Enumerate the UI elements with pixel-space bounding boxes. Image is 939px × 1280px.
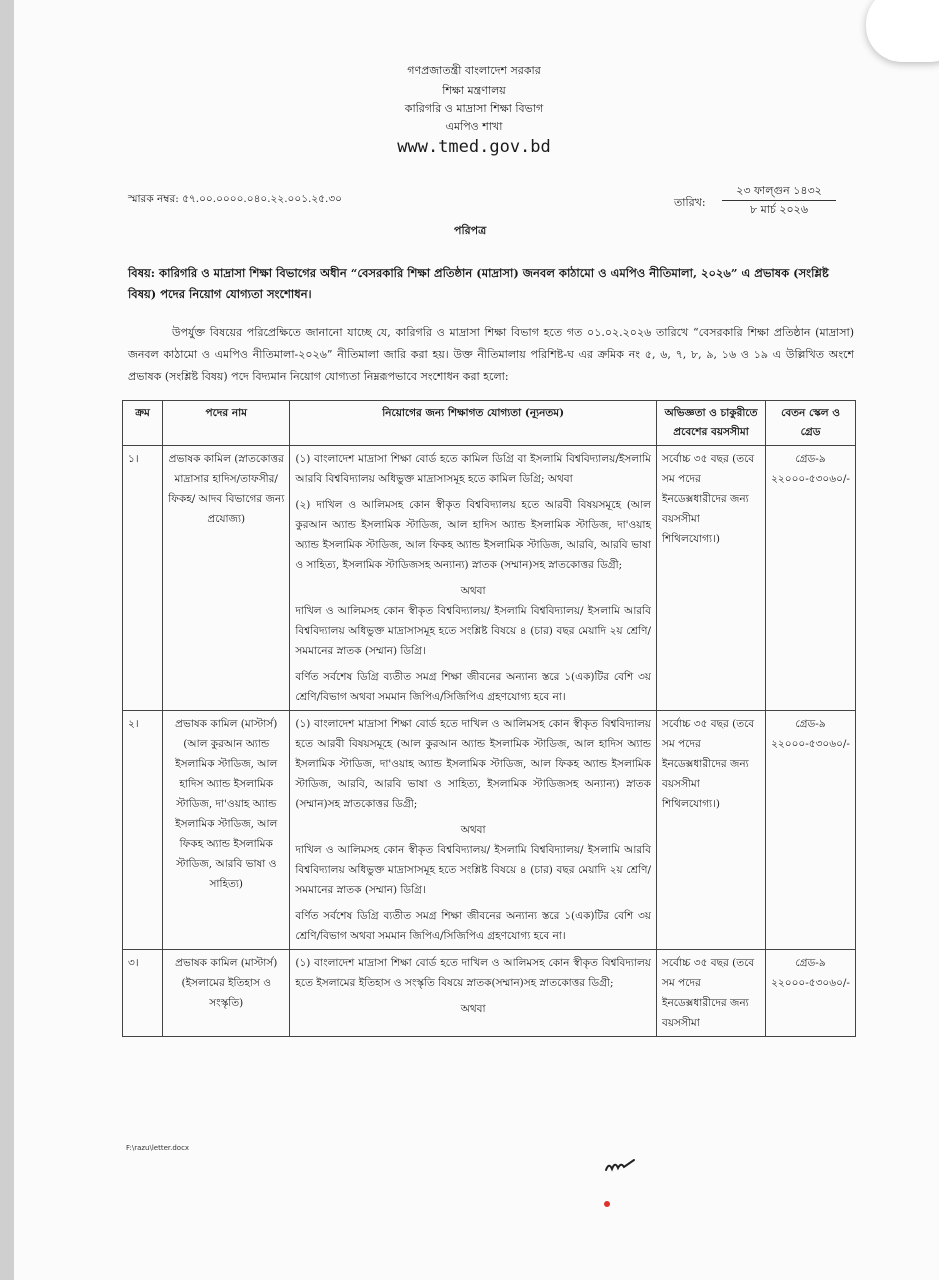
- row-pay: গ্রেড-৯ ২২০০০-৫৩০৬০/-: [766, 950, 856, 1037]
- row-experience: সর্বোচ্চ ৩৫ বছর (তবে সম পদের ইনডেক্সধারীদের জন্য বয়সসীমা শিথিলযোগ্য।): [657, 446, 766, 711]
- row-pay: গ্রেড-৯ ২২০০০-৫৩০৬০/-: [766, 446, 856, 711]
- row-qualification: [290, 711, 657, 950]
- header-ministry: শিক্ষা মন্ত্রণালয়: [442, 84, 506, 97]
- or-separator: অথবা: [460, 1003, 486, 1015]
- left-gutter: [0, 0, 14, 1280]
- header-website: www.tmed.gov.bd: [397, 137, 551, 157]
- circular-title: পরিপত্র: [454, 224, 487, 237]
- header-branch: এমপিও শাখা: [445, 120, 503, 133]
- row-post: প্রভাষক কামিল (মাস্টার্স) (আল কুরআন অ্যান্ড ইসলামিক স্টাডিজ, আল হাদিস অ্যান্ড ইসলামিক স্টাডিজ, দা'ওয়াহ অ্যান্ড ইসলামিক স্টাডিজ, আল ফিকহ অ্যান্ড ইসলামিক স্টাডিজ, আরবি ভাষা ও সাহিত্য): [163, 711, 290, 950]
- header-pay: বেতন স্কেল ও গ্রেড: [766, 401, 856, 446]
- header-qualification: নিয়োগের জন্য শিক্ষাগত যোগ্যতা (ন্যূনতম): [290, 401, 657, 446]
- subject-line: বিষয়: কারিগরি ও মাদ্রাসা শিক্ষা বিভাগের অধীন “বেসরকারি শিক্ষা প্রতিষ্ঠান (মাদ্রাসা) জনবল কাঠামো ও এমপিও নীতিমালা, ২০২৬” এ প্রভাষক (সংশ্লিষ্ট বিষয়) পদের নিয়োগ যোগ্যতা সংশোধন।: [128, 266, 829, 301]
- table-row: [123, 711, 856, 950]
- document-page: [14, 0, 939, 1280]
- or-separator: অথবা: [460, 585, 486, 597]
- row-post: প্রভাষক কামিল (মাস্টার্স) (ইসলামের ইতিহাস ও সংস্কৃতি): [163, 950, 290, 1037]
- qualification-clause: দাখিল ও আলিমসহ কোন স্বীকৃত বিশ্ববিদ্যালয়/ ইসলামি বিশ্ববিদ্যালয়/ ইসলামি আরবি বিশ্ববিদ্যালয় অধিভুক্ত মাদ্রাসাসমূহ হতে সংশ্লিষ্ট বিষয়ে ৪ (চার) বছর মেয়াদি ২য় শ্রেণি/সমমানের স্নাতক (সম্মান) ডিগ্রি।: [295, 605, 651, 657]
- row-qualification: [290, 446, 657, 711]
- qualification-clause: (১) বাংলাদেশ মাদ্রাসা শিক্ষা বোর্ড হতে কামিল ডিগ্রি বা ইসলামি বিশ্ববিদ্যালয়/ইসলামি আরবি বিশ্ববিদ্যালয় অধিভুক্ত মাদ্রাসাসমূহ হতে কামিল ডিগ্রি; অথবা: [295, 453, 651, 485]
- scroll-nav-button[interactable]: [866, 0, 939, 62]
- qualification-clause: (১) বাংলাদেশ মাদ্রাসা শিক্ষা বোর্ড হতে দাখিল ও আলিমসহ কোন স্বীকৃত বিশ্ববিদ্যালয় হতে ইসলামের ইতিহাস ও সংস্কৃতি বিষয়ে স্নাতক(সম্মান)সহ স্নাতকোত্তর ডিগ্রী;: [295, 957, 651, 989]
- row-qualification: [290, 950, 657, 1037]
- table-header-row: [123, 401, 856, 446]
- qualification-table: [122, 400, 856, 1037]
- header-division: কারিগরি ও মাদ্রাসা শিক্ষা বিভাগ: [404, 102, 544, 115]
- row-pay: গ্রেড-৯ ২২০০০-৫৩০৬০/-: [766, 711, 856, 950]
- row-experience: সর্বোচ্চ ৩৫ বছর (তবে সম পদের ইনডেক্সধারীদের জন্য বয়সসীমা শিথিলযোগ্য।): [657, 711, 766, 950]
- row-sl: ৩।: [123, 950, 163, 1037]
- or-separator: অথবা: [460, 824, 486, 836]
- row-sl: ২।: [123, 711, 163, 950]
- qualification-clause: (১) বাংলাদেশ মাদ্রাসা শিক্ষা বোর্ড হতে দাখিল ও আলিমসহ কোন স্বীকৃত বিশ্ববিদ্যালয় হতে আরবী বিষয়সমূহে (আল কুরআন অ্যান্ড ইসলামিক স্টাডিজ, আল হাদিস অ্যান্ড ইসলামিক স্টাডিজ, দা'ওয়াহ অ্যান্ড ইসলামিক স্টাডিজ, আল ফিকহ অ্যান্ড ইসলামিক স্টাডিজ, আরবি, আরবি ভাষা ও সাহিত্য, ইসলামিক স্টাডিজসহ অন্যান্য) স্নাতক (সম্মান)সহ স্নাতকোত্তর ডিগ্রী;: [295, 718, 651, 810]
- date-label: তারিখ:: [674, 196, 706, 209]
- header-experience: অভিজ্ঞতা ও চাকুরীতে প্রবেশের বয়সসীমা: [657, 401, 766, 446]
- row-experience: সর্বোচ্চ ৩৫ বছর (তবে সম পদের ইনডেক্সধারীদের জন্য বয়সসীমা: [657, 950, 766, 1037]
- table-row: [123, 950, 856, 1037]
- qualification-clause: দাখিল ও আলিমসহ কোন স্বীকৃত বিশ্ববিদ্যালয়/ ইসলামি বিশ্ববিদ্যালয়/ ইসলামি আরবি বিশ্ববিদ্যালয় অধিভুক্ত মাদ্রাসাসমূহ হতে সংশ্লিষ্ট বিষয়ে ৪ (চার) বছর মেয়াদি ২য় শ্রেণি/সমমানের স্নাতক (সম্মান) ডিগ্রি।: [295, 844, 651, 896]
- row-sl: ১।: [123, 446, 163, 711]
- red-dot: [604, 1201, 610, 1207]
- header-sl: ক্রম: [123, 401, 163, 446]
- body-paragraph: উপর্যুক্ত বিষয়ের পরিপ্রেক্ষিতে জানানো যাচ্ছে যে, কারিগরি ও মাদ্রাসা শিক্ষা বিভাগ হতে গত ০১.০২.২০২৬ তারিখে “বেসরকারি শিক্ষা প্রতিষ্ঠান (মাদ্রাসা) জনবল কাঠামো ও এমপিও নীতিমালা-২০২৬” নীতিমালা জারি করা হয়। উক্ত নীতিমালায় পরিশিষ্ট-ঘ এর ক্রমিক নং ৫, ৬, ৭, ৮, ৯, ১৬ ও ১৯ এ উল্লিখিত অংশে প্রভাষক (সংশ্লিষ্ট বিষয়) পদে বিদ্যমান নিয়োগ যোগ্যতা নিম্নরূপভাবে সংশোধন করা হলো:: [128, 326, 854, 383]
- signature-mark: [604, 1156, 638, 1176]
- row-post: প্রভাষক কামিল (স্নাতকোত্তর মাদ্রাসার হাদিস/তাফসীর/ফিকহ/ আদব বিভাগের জন্য প্রযোজ্য): [163, 446, 290, 711]
- file-path: F:\razu\letter.docx: [126, 1144, 190, 1152]
- qualification-clause: (২) দাখিল ও আলিমসহ কোন স্বীকৃত বিশ্ববিদ্যালয় হতে আরবী বিষয়সমূহে (আল কুরআন অ্যান্ড ইসলামিক স্টাডিজ, আল হাদিস অ্যান্ড ইসলামিক স্টাডিজ, দা'ওয়াহ অ্যান্ড ইসলামিক স্টাডিজ, আল ফিকহ অ্যান্ড ইসলামিক স্টাডিজ, আরবি, আরবি ভাষা ও সাহিত্য, ইসলামিক স্টাডিজসহ অন্যান্য) স্নাতক (সম্মান)সহ স্নাতকোত্তর ডিগ্রী;: [295, 499, 651, 571]
- qualification-clause: বর্ণিত সর্বশেষ ডিগ্রি ব্যতীত সমগ্র শিক্ষা জীবনের অন্যান্য স্তরে ১(এক)টির বেশি ৩য় শ্রেণি/বিভাগ অথবা সমমান জিপিএ/সিজিপিএ গ্রহণযোগ্য হবে না।: [295, 671, 651, 703]
- date-bangla: ২৩ ফাল্গুন ১৪৩২: [722, 182, 836, 201]
- date-english: ৮ মার্চ ২০২৬: [750, 203, 808, 216]
- memo-number: স্মারক নম্বর: ৫৭.০০.০০০০.০৪০.২২.০০১.২৫.৩০: [128, 193, 342, 205]
- header-government: গণপ্রজাতন্ত্রী বাংলাদেশ সরকার: [407, 64, 541, 77]
- header-post: পদের নাম: [163, 401, 290, 446]
- table-row: [123, 446, 856, 711]
- qualification-clause: বর্ণিত সর্বশেষ ডিগ্রি ব্যতীত সমগ্র শিক্ষা জীবনের অন্যান্য স্তরে ১(এক)টির বেশি ৩য় শ্রেণি/বিভাগ অথবা সমমান জিপিএ/সিজিপিএ গ্রহণযোগ্য হবে না।: [295, 910, 651, 942]
